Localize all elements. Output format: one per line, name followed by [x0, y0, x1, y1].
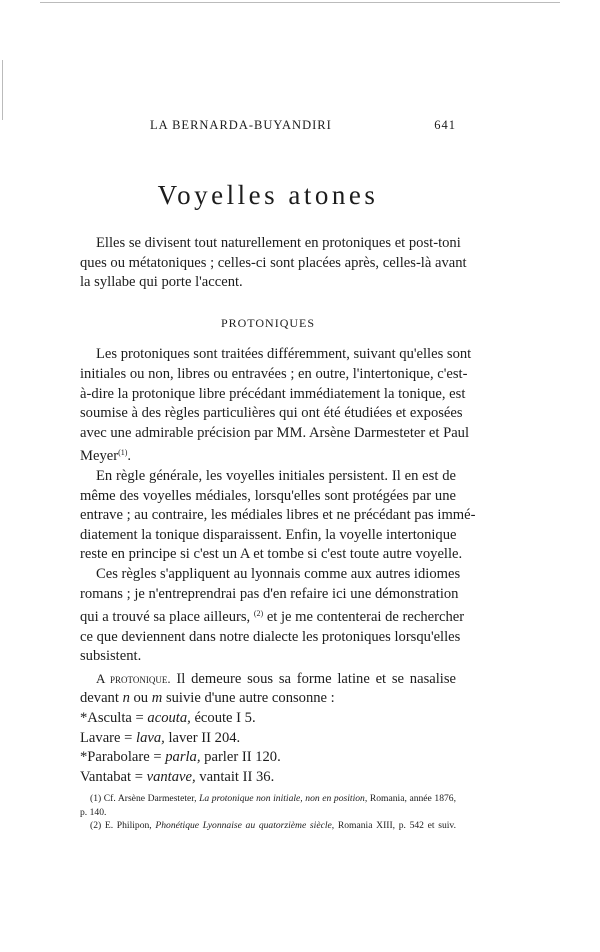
text: Meyer	[80, 448, 119, 465]
text: Il demeure sous sa forme latine et se nasalise	[170, 670, 456, 687]
text-line	[80, 443, 456, 467]
text-line: avec une admirable précision par MM. Arsène Darmesteter et Paul	[80, 424, 470, 441]
footnote-cont: p. 140.	[80, 806, 107, 818]
body-text	[80, 234, 476, 787]
example-line	[80, 729, 456, 749]
text-line: Elles se divisent tout naturellement en protoniques et post-toni	[96, 235, 461, 251]
text: vantait II 36.	[195, 768, 275, 785]
text-line: entrave ; au contraire, les médiales libres et ne précédant pas immé-	[80, 507, 476, 524]
text: =	[131, 710, 148, 727]
text: Vantabat	[80, 768, 132, 785]
text: ou	[129, 690, 152, 707]
text: écoute I 5.	[190, 710, 256, 727]
text: m	[151, 690, 163, 707]
scan-edge	[40, 2, 560, 3]
text-line: ques ou métatoniques ; celles-ci sont placées après, celles-là avant	[80, 254, 467, 271]
running-title: LA BERNARDA-BUYANDIRI	[150, 118, 332, 132]
text-line: Ces règles s'appliquent au lyonnais comme aux autres idiomes	[96, 565, 461, 582]
text-line	[80, 689, 456, 709]
text: suivie d'une autre consonne :	[162, 690, 335, 707]
text-line: la syllabe qui porte l'accent.	[80, 274, 243, 291]
text: et je me contenterai de rechercher	[263, 609, 465, 626]
text: Phonétique Lyonnaise au quatorzième siècle	[155, 820, 332, 831]
text: acouta,	[147, 710, 191, 727]
subsection-heading: PROTONIQUES	[220, 315, 316, 330]
text-line: Les protoniques sont traitées différemment, suivant qu'elles sont	[96, 346, 472, 363]
text-line	[80, 604, 465, 628]
footnote	[80, 819, 456, 833]
text: =	[120, 729, 137, 746]
text-line: reste en principe si c'est un A et tombe si c'est toute autre voyelle.	[80, 546, 463, 563]
text: n	[122, 690, 130, 707]
text-line: En règle générale, les voyelles initiales persistent. Il en est de	[96, 467, 456, 484]
footnote-ref[interactable]: (1)	[118, 448, 128, 458]
footnotes	[80, 792, 456, 833]
scan-edge	[2, 60, 3, 120]
text: Lavare	[80, 729, 121, 746]
section-title: Voyelles atones	[157, 180, 379, 210]
footnote	[80, 792, 456, 806]
subheading-inline: A protonique.	[96, 670, 171, 686]
text-line: même des voyelles médiales, lorsqu'elles sont protégées par une	[80, 487, 456, 504]
example-line	[80, 709, 456, 729]
text: (1) Cf. Arsène Darmesteter,	[90, 793, 200, 804]
text-line: soumise à des règles particulières qui ont été étudiées et exposées	[80, 405, 463, 422]
text-line: initiales ou non, libres ou entravées ; en outre, l'intertonique, c'est-	[80, 365, 468, 382]
text: laver II 204.	[164, 729, 241, 746]
text: parler II 120.	[200, 749, 281, 766]
text: La protonique non initiale, non en position	[199, 793, 365, 804]
text: devant	[80, 690, 123, 707]
text-line	[80, 669, 456, 690]
text-line: à-dire la protonique libre précédant immédiatement la tonique, est	[80, 385, 466, 402]
text: =	[149, 749, 166, 766]
text: (2) E. Philipon,	[90, 820, 156, 831]
text: , Romania, année 1876,	[364, 793, 456, 804]
text: .	[127, 448, 132, 465]
page-number: 641	[434, 118, 456, 132]
text: lava,	[136, 729, 165, 746]
text: vantave,	[146, 768, 196, 785]
text-line: romans ; je n'entreprendrai pas d'en refaire ici une démonstration	[80, 585, 459, 602]
footnote-ref[interactable]: (2)	[253, 609, 264, 619]
text-line: ce que deviennent dans notre dialecte les protoniques lorsqu'elles	[80, 628, 461, 645]
text: , Romania XIII, p. 542 et suiv.	[331, 820, 456, 831]
example-line	[80, 748, 456, 768]
text: parla,	[165, 749, 201, 766]
text: *Ascultа	[80, 710, 132, 727]
text: qui a trouvé sa place ailleurs,	[80, 609, 254, 626]
text: =	[131, 768, 147, 785]
text-line: diatement la tonique disparaissent. Enfin, la voyelle intertonique	[80, 526, 457, 543]
text-line: subsistent.	[80, 648, 142, 665]
text: *Parabolare	[80, 749, 150, 766]
example-line	[80, 768, 456, 788]
